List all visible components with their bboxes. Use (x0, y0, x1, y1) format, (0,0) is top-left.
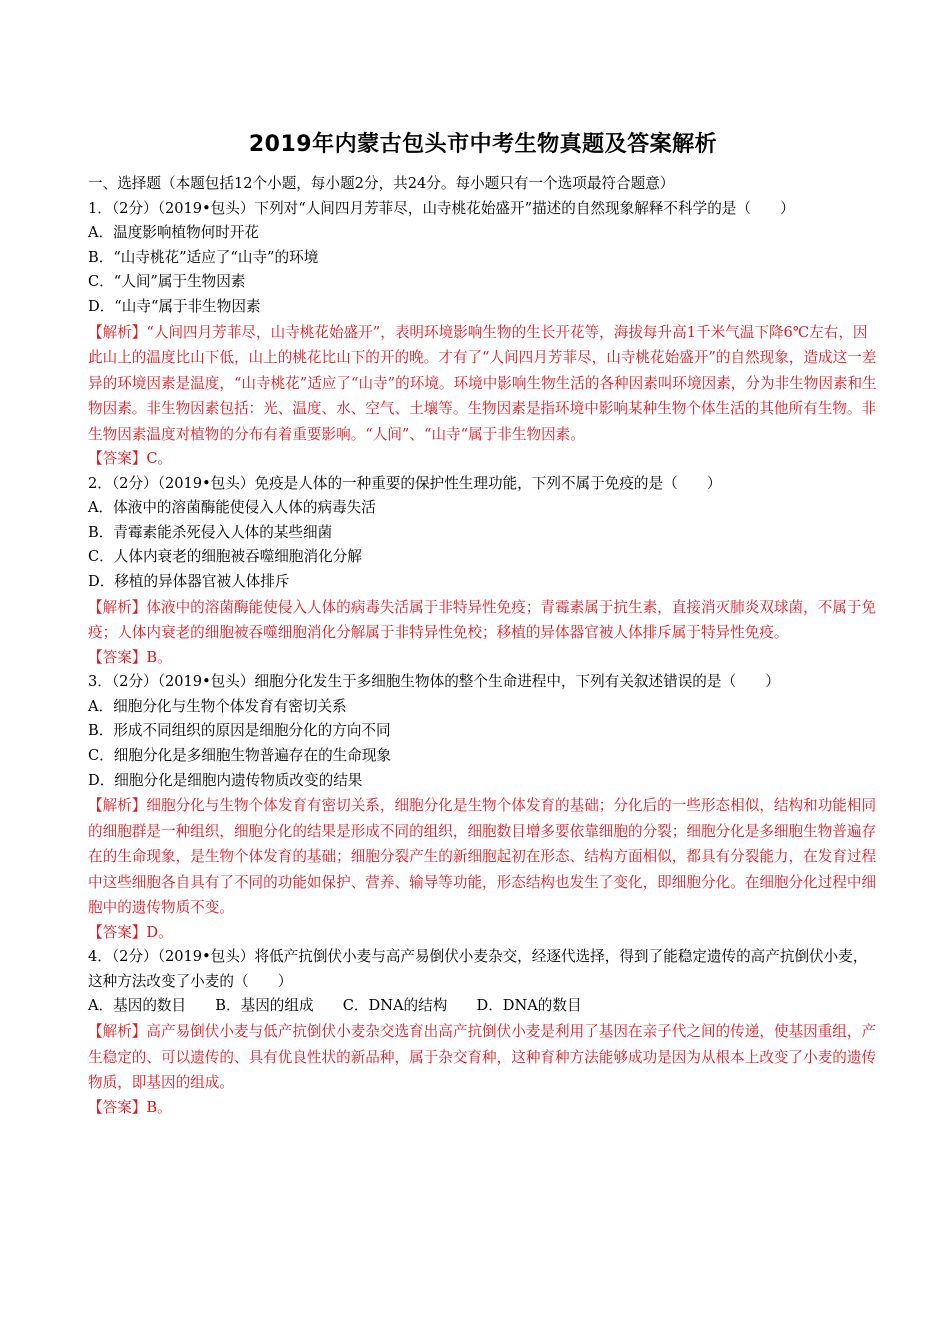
answer-block (88, 447, 878, 472)
option-c: C．“人间”属于生物因素 (88, 273, 246, 291)
option-b: B．形成不同组织的原因是细胞分化的方向不同 (88, 722, 391, 740)
option-b: B．青霉素能杀死侵入人体的某些细菌 (88, 523, 333, 541)
analysis-block (88, 793, 878, 921)
option-c: C．人体内衰老的细胞被吞噬细胞消化分解 (88, 548, 362, 566)
answer-text: B。 (146, 1098, 172, 1116)
options-inline: A．基因的数目 B．基因的组成 C．DNA的结构 D．DNA的数目 (88, 997, 582, 1015)
option-a: A．体液中的溶菌酶能使侵入人体的病毒失活 (88, 499, 376, 517)
option-d: D．“山寺“属于非生物因素 (88, 297, 261, 315)
document-page (88, 128, 878, 1120)
option-c: C．细胞分化是多细胞生物普遍存在的生命现象 (88, 747, 392, 764)
analysis-text: 细胞分化与生物个体发育有密切关系，细胞分化是生物个体发育的基础；分化后的一些形态相似，结构和功能相同的细胞群是一种组织，细胞分化的结果是形成不同的组织，细胞数目增多要依靠细胞的分裂；细胞分化是多细胞生物普遍存在的生命现象，是生物个体发育的基础；细胞分裂产生的新细胞起初在形态、结构方面相似，都具有分裂能力，在发育过程中这些细胞各自具有了不同的功能如保护、营养、输导等功能，形态结构也发生了变化，即细胞分化。在细胞分化过程中细胞中的遗传物质不变。 (88, 797, 877, 917)
analysis-block (88, 320, 878, 448)
question-stem: 2．（2分）（2019•包头）免疫是人体的一种重要的保护性生理功能，下列不属于免疫的是（ ） (88, 474, 722, 492)
option-a: A．温度影响植物何时开花 (88, 224, 260, 242)
analysis-block (88, 1019, 878, 1096)
answer-block (88, 1096, 878, 1121)
question-stem: 4．（2分）（2019•包头）将低产抗倒伏小麦与高产易倒伏小麦杂交，经逐代选择，得到了能稳定遗传的高产抗倒伏小麦，这种方法改变了小麦的（ ） (88, 948, 868, 990)
question-2 (88, 472, 878, 671)
answer-text: B。 (146, 648, 172, 666)
option-d: D．细胞分化是细胞内遗传物质改变的结果 (88, 771, 363, 789)
analysis-text: 高产易倒伏小麦与低产抗倒伏小麦杂交选育出高产抗倒伏小麦是利用了基因在亲子代之间的传递，使基因重组，产生稳定的、可以遗传的、具有优良性状的新品种，属于杂交育种，这种育种方法能够成功是因为从根本上改变了小麦的遗传物质，即基因的组成。 (88, 1023, 877, 1092)
answer-tag: 【答案】 (88, 648, 147, 666)
analysis-text: “人间四月芳菲尽，山寺桃花始盛开”，表明环境影响生物的生长开花等，海拔每升高1千米气温下降6℃左右，因此山上的温度比山下低，山上的桃花比山下的开的晚。才有了“人间四月芳菲尽，山寺桃花始盛开”的自然现象，造成这一差异的环境因素是温度，“山寺桃花”适应了“山寺”的环境。环境中影响生物生活的各种因素叫环境因素，分为非生物因素和生物因素。非生物因素包括：光、温度、水、空气、土壤等。生物因素是指环境中影响某种生物个体生活的其他所有生物。非生物因素温度对植物的分布有着重要影响。“人间”、“山寺“属于非生物因素。 (88, 323, 877, 443)
question-1 (88, 197, 878, 472)
answer-tag: 【答案】 (88, 450, 147, 468)
analysis-text: 体液中的溶菌酶能使侵入人体的病毒失活属于非特异性免疫；青霉素属于抗生素，直接消灭肺炎双球菌，不属于免疫；人体内衰老的细胞被吞噬细胞消化分解属于非特异性免校；移植的异体器官被人体排斥属于特异性免疫。 (88, 598, 877, 642)
question-4 (88, 945, 878, 1120)
question-3 (88, 670, 878, 945)
analysis-tag: 【解析】 (88, 797, 147, 815)
answer-tag: 【答案】 (88, 923, 147, 941)
option-b: B．“山寺桃花”适应了“山寺”的环境 (88, 248, 319, 266)
answer-text: D。 (146, 923, 173, 941)
answer-block (88, 921, 878, 946)
answer-block (88, 646, 878, 671)
analysis-tag: 【解析】 (88, 598, 147, 616)
option-a: A．细胞分化与生物个体发育有密切关系 (88, 697, 347, 715)
question-stem: 1．（2分）（2019•包头）下列对“人间四月芳菲尽，山寺桃花始盛开”描述的自然现象解释不科学的是（ ） (88, 199, 795, 217)
option-d: D．移植的异体器官被人体排斥 (88, 573, 290, 591)
analysis-tag: 【解析】 (88, 323, 147, 341)
page-title: 2019年内蒙古包头市中考生物真题及答案解析 (248, 132, 718, 157)
section-heading: 一、选择题（本题包括12个小题，每小题2分，共24分。每小题只有一个选项最符合题意） (88, 175, 675, 192)
analysis-block (88, 595, 878, 646)
analysis-tag: 【解析】 (88, 1023, 147, 1041)
answer-tag: 【答案】 (88, 1098, 147, 1116)
question-stem: 3．（2分）（2019•包头）细胞分化发生于多细胞生物体的整个生命进程中，下列有关叙述错误的是（ ） (88, 673, 780, 691)
answer-text: C。 (146, 450, 173, 468)
